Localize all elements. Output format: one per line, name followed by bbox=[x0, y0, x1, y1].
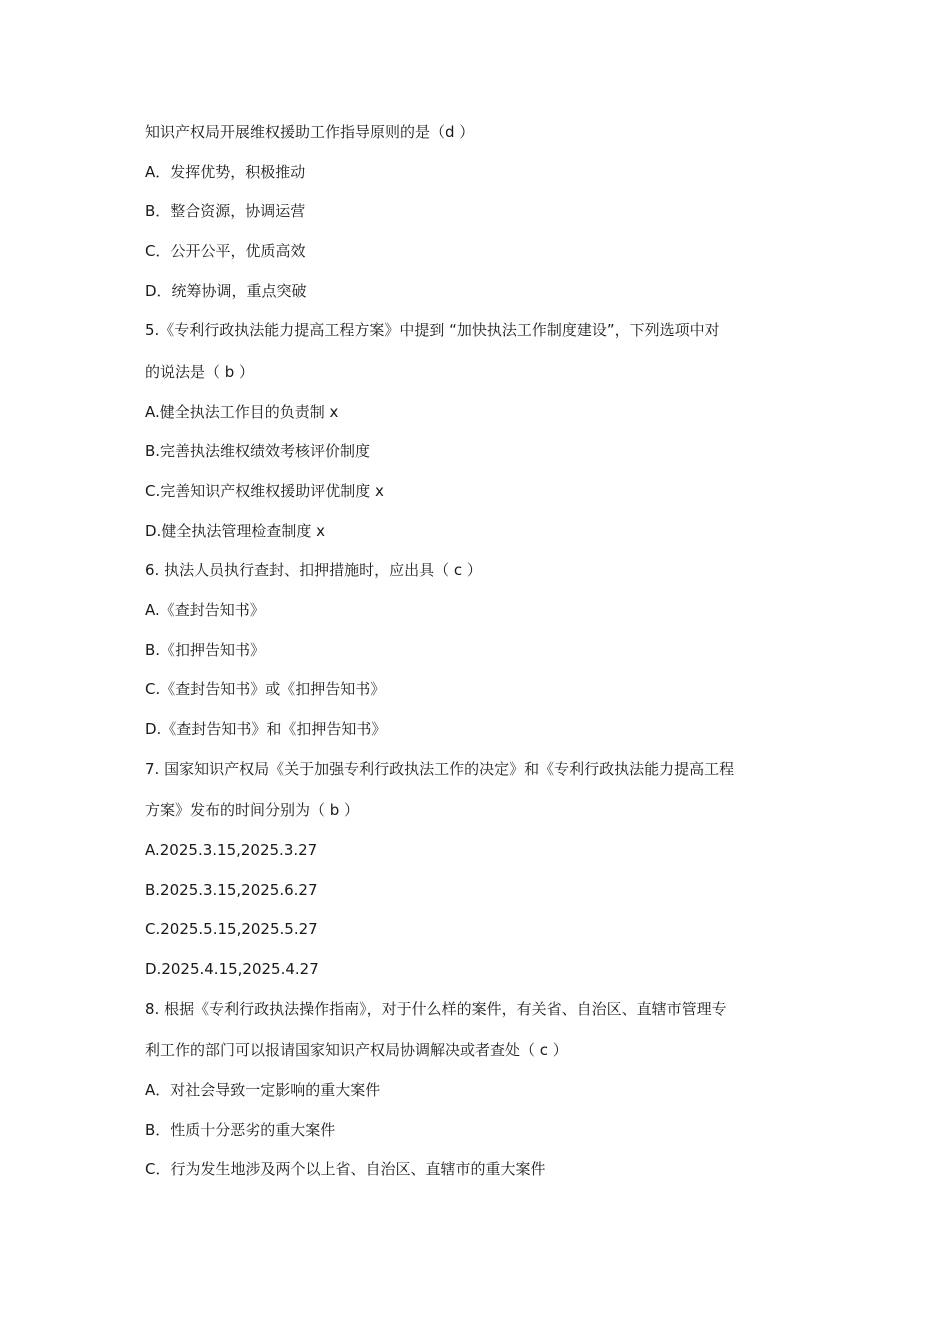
question-6-option-a: A.《查封告知书》 bbox=[145, 601, 265, 620]
question-7-stem-line-2: 方案》发布的时间分别为（ b ） bbox=[145, 801, 360, 820]
question-6-option-d: D.《查封告知书》和《扣押告知书》 bbox=[145, 720, 387, 739]
question-7-option-c: C.2025.5.15,2025.5.27 bbox=[145, 920, 318, 939]
question-8-option-a: A．对社会导致一定影响的重大案件 bbox=[145, 1080, 381, 1099]
question-7-option-d: D.2025.4.15,2025.4.27 bbox=[145, 960, 319, 979]
question-8-option-b: B．性质十分恶劣的重大案件 bbox=[145, 1120, 336, 1139]
question-7-stem-line-1: 7. 国家知识产权局《关于加强专利行政执法工作的决定》和《专利行政执法能力提高工程 bbox=[145, 759, 735, 778]
question-6-stem: 6. 执法人员执行查封、扣押措施时，应出具（ c ） bbox=[145, 561, 482, 580]
question-5-stem-line-1: 5.《专利行政执法能力提高工程方案》中提到 “加快执法工作制度建设”，下列选项中对 bbox=[145, 321, 720, 340]
question-5-option-d: D.健全执法管理检查制度 x bbox=[145, 521, 325, 540]
question-5-option-b: B.完善执法维权绩效考核评价制度 bbox=[145, 442, 371, 461]
question-5-stem-line-2: 的说法是（ b ） bbox=[145, 362, 255, 381]
question-8-stem-line-1: 8. 根据《专利行政执法操作指南》，对于什么样的案件，有关省、自治区、直辖市管理专 bbox=[145, 999, 727, 1018]
question-6-option-b: B.《扣押告知书》 bbox=[145, 640, 266, 659]
document-body bbox=[145, 122, 825, 1199]
option-a: A．发挥优势，积极推动 bbox=[145, 162, 306, 181]
question-5-option-c: C.完善知识产权维权援助评优制度 x bbox=[145, 482, 384, 500]
question-stem: 知识产权局开展维权援助工作指导原则的是（d ） bbox=[145, 123, 475, 141]
question-6-option-c: C.《查封告知书》或《扣押告知书》 bbox=[145, 680, 386, 699]
question-8-stem-line-2: 利工作的部门可以报请国家知识产权局协调解决或者查处（ c ） bbox=[145, 1041, 568, 1060]
question-7-option-b: B.2025.3.15,2025.6.27 bbox=[145, 880, 318, 899]
question-7-option-a: A.2025.3.15,2025.3.27 bbox=[145, 841, 318, 859]
option-b: B．整合资源，协调运营 bbox=[145, 202, 306, 221]
option-c: C．公开公平，优质高效 bbox=[145, 242, 306, 261]
option-d: D．统筹协调，重点突破 bbox=[145, 281, 307, 300]
question-8-option-c: C．行为发生地涉及两个以上省、自治区、直辖市的重大案件 bbox=[145, 1160, 546, 1179]
question-5-option-a: A.健全执法工作目的负责制 x bbox=[145, 402, 339, 421]
